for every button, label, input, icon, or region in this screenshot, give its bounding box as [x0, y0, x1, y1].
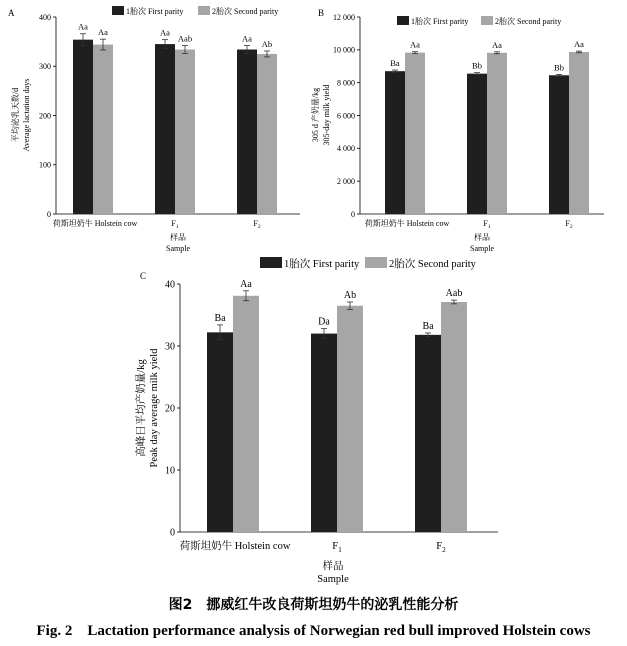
y-tick-label-a: 100: [39, 160, 51, 170]
x-axis-label-cn-a: 样品: [170, 233, 186, 242]
legend-label-c-s1: 1胎次 First parity: [284, 259, 360, 270]
bar-c-s1: [207, 332, 233, 532]
y-tick-label-c: 40: [165, 279, 175, 291]
bar-a-s2: [257, 54, 277, 214]
legend-swatch-b-s2: [481, 16, 493, 25]
y-axis-label-cn-b: 305 d 产奶量/kg: [311, 87, 320, 143]
bar-c-s2: [441, 302, 467, 532]
bar-c-s1: [415, 335, 441, 532]
y-tick-label-a: 200: [39, 111, 51, 121]
legend-label-a-s1: 1胎次 First parity: [126, 7, 184, 16]
x-tick-label-c: 荷斯坦奶牛 Holstein cow: [179, 541, 291, 552]
y-tick-label-c: 30: [165, 341, 175, 353]
y-tick-label-c: 0: [170, 527, 175, 539]
bar-a-s2: [93, 45, 113, 214]
data-label-c: Aa: [240, 278, 252, 290]
y-tick-label-b: 6 000: [337, 111, 355, 121]
x-tick-label-b: $F_2$: [565, 219, 573, 231]
data-label-c: Ba: [214, 312, 226, 324]
panel-label-c: C: [140, 271, 147, 281]
data-label-c: Ab: [343, 289, 357, 301]
data-label-a: Aa: [160, 27, 170, 38]
y-tick-label-c: 10: [165, 465, 175, 477]
bar-b-s1: [549, 75, 569, 214]
data-label-b: Aa: [574, 39, 584, 50]
y-axis-label-cn-c: 高峰日平均产奶量/kg: [136, 359, 147, 457]
y-tick-label-b: 12 000: [333, 12, 355, 22]
data-label-a: Aa: [242, 33, 252, 44]
y-tick-label-a: 0: [47, 209, 51, 219]
bar-a-s2: [175, 50, 195, 214]
data-label-a: Ab: [261, 38, 273, 49]
bar-a-s1: [237, 50, 257, 214]
panel-label-a: A: [8, 8, 15, 18]
legend-label-b-s1: 1胎次 First parity: [411, 17, 469, 26]
y-tick-label-a: 400: [39, 12, 51, 22]
data-label-c: Da: [318, 316, 330, 328]
x-tick-label-a: 荷斯坦奶牛 Holstein cow: [52, 219, 138, 228]
bar-b-s2: [569, 52, 589, 214]
bar-b-s1: [385, 71, 405, 214]
data-label-a: Aa: [98, 27, 108, 38]
bar-c-s2: [233, 296, 259, 532]
y-tick-label-b: 10 000: [333, 45, 355, 55]
x-tick-label-b: $F_1$: [483, 219, 491, 231]
data-label-b: Ba: [390, 58, 400, 69]
bar-b-s2: [487, 53, 507, 214]
data-label-c: Aab: [445, 288, 463, 300]
legend-swatch-c-s2: [365, 257, 387, 268]
bar-a-s1: [73, 40, 93, 214]
data-label-b: Aa: [492, 39, 502, 50]
x-axis-label-en-c: Sample: [317, 574, 349, 585]
x-axis-label-en-a: Sample: [166, 244, 190, 253]
y-axis-label-cn-a: 平均泌乳天数/d: [11, 87, 20, 143]
x-tick-label-c: $F_2$: [436, 541, 446, 554]
bar-c-s2: [337, 306, 363, 532]
x-axis-label-en-b: Sample: [470, 244, 494, 253]
legend-swatch-a-s1: [112, 6, 124, 15]
legend-label-b-s2: 2胎次 Second parity: [495, 17, 562, 26]
y-axis-label-en-b: 305-day milk yield: [322, 84, 331, 146]
x-tick-label-a: $F_2$: [253, 219, 261, 231]
data-label-b: Bb: [554, 62, 564, 73]
bar-a-s1: [155, 44, 175, 214]
legend-swatch-b-s1: [397, 16, 409, 25]
data-label-b: Bb: [472, 60, 482, 71]
panel-label-b: B: [318, 8, 325, 18]
bar-b-s2: [405, 53, 425, 214]
figure-caption-chinese: 图2 挪威红牛改良荷斯坦奶牛的泌乳性能分析: [168, 597, 459, 613]
y-tick-label-b: 0: [351, 209, 355, 219]
legend-swatch-c-s1: [260, 257, 282, 268]
figure-caption-english: Fig. 2 Lactation performance analysis of Norwegian red bull improved Holstein cows: [36, 623, 591, 639]
y-tick-label-b: 2 000: [337, 176, 355, 186]
y-tick-label-b: 4 000: [337, 144, 355, 154]
x-tick-label-c: $F_1$: [332, 541, 342, 554]
data-label-b: Aa: [410, 39, 420, 50]
y-tick-label-c: 20: [165, 403, 175, 415]
y-tick-label-a: 300: [39, 62, 51, 72]
data-label-c: Ba: [422, 320, 434, 332]
y-tick-label-b: 8 000: [337, 78, 355, 88]
x-axis-label-cn-b: 样品: [474, 233, 490, 242]
legend-label-a-s2: 2胎次 Second parity: [212, 7, 279, 16]
y-axis-label-en-c: Peak day average milk yield: [149, 348, 160, 468]
bar-c-s1: [311, 334, 337, 532]
y-axis-label-en-a: Average lactation days: [22, 78, 31, 152]
data-label-a: Aa: [78, 21, 88, 32]
legend-swatch-a-s2: [198, 6, 210, 15]
x-tick-label-b: 荷斯坦奶牛 Holstein cow: [364, 219, 450, 228]
x-axis-label-cn-c: 样品: [322, 561, 344, 572]
x-tick-label-a: $F_1$: [171, 219, 179, 231]
legend-label-c-s2: 2胎次 Second parity: [389, 259, 476, 270]
bar-b-s1: [467, 74, 487, 214]
data-label-a: Aab: [177, 33, 193, 44]
